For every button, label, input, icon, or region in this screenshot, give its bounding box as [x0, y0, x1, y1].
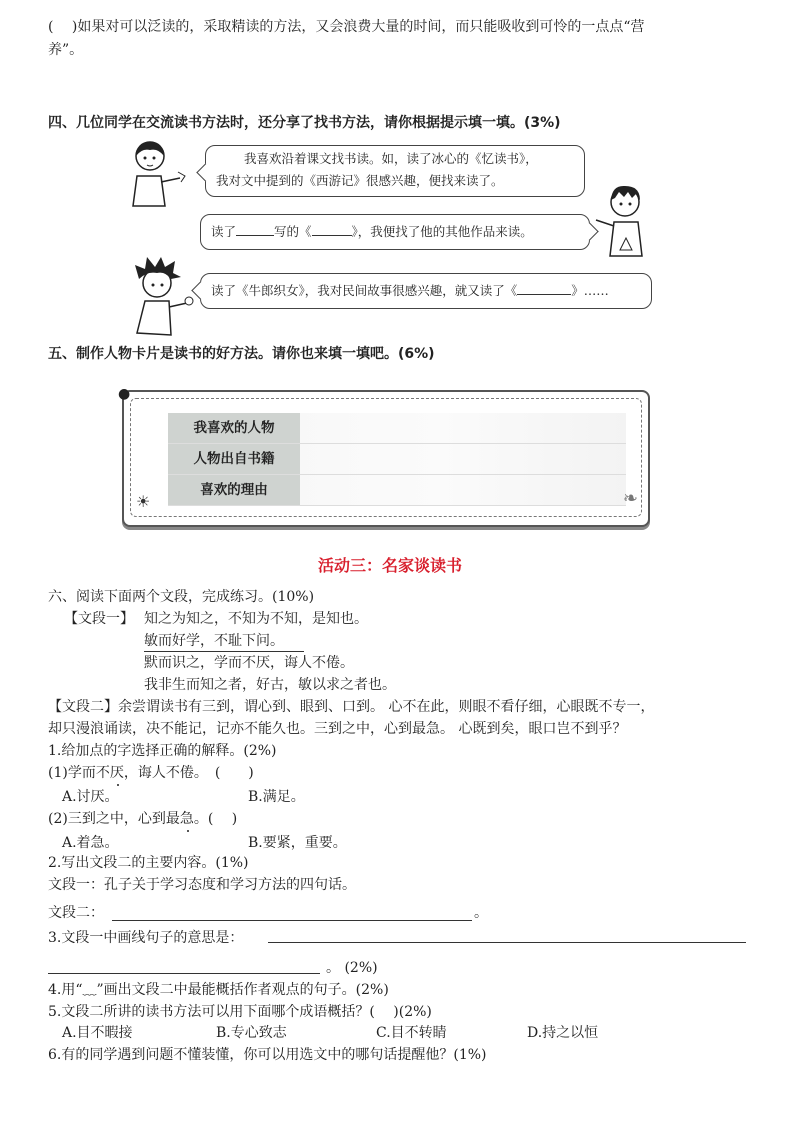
section5-title: 五、制作人物卡片是读书的好方法。请你也来填一填吧。(6%) [48, 346, 435, 362]
folk-story-blank[interactable] [517, 280, 571, 295]
dotted-char: 厌 [109, 765, 124, 781]
sun-icon: ☀ [136, 492, 151, 511]
question-4: 4.用“﹏”画出文段二中最能概括作者观点的句子。(2%) [48, 982, 389, 998]
bubble1-line1: 我喜欢沿着课文找书读。如，读了冰心的《忆读书》， [244, 151, 538, 166]
boy-spiky-hair-illustration [125, 255, 200, 340]
question-3: 3.文段一中画线句子的意思是： [48, 930, 244, 946]
character-card [118, 386, 650, 527]
card-row-favorite-character[interactable]: 我喜欢的人物 [168, 413, 626, 444]
question-3-end: 。 (2%) [326, 960, 378, 976]
speech-bubble-boy1: 读了 写的《 》，我便找了他的其他作品来读。 [200, 214, 590, 250]
option-5-a[interactable]: A.目不暇接 [62, 1025, 133, 1041]
question-1-1: (1)学而不厌，诲人不倦。 ( ) [48, 765, 254, 781]
section6-title: 六、阅读下面两个文段，完成练习。(10%) [48, 589, 315, 605]
option-5-c[interactable]: C.目不转睛 [376, 1025, 447, 1041]
question-6: 6.有的同学遇到问题不懂装懂，你可以用选文中的哪句话提醒他？(1%) [48, 1047, 487, 1063]
dotted-char: 急 [179, 811, 194, 827]
activity-title: 活动三：名家谈读书 [318, 556, 463, 575]
passage1-line-1: 知之为知之，不知为不知，是知也。 [144, 611, 368, 627]
question-2-end: 。 [474, 905, 488, 921]
passage1-line-4: 我非生而知之者，好古，敏以求之者也。 [144, 677, 396, 693]
passage2-line-1: 【文段二】余尝谓读书有三到，谓心到、眼到、口到。 心不在此，则眼不看仔细，心眼既不专一， [48, 699, 655, 715]
question-1: 1.给加点的字选择正确的解释。(2%) [48, 743, 277, 759]
option-1-1-b[interactable]: B.满足。 [248, 789, 305, 805]
question-2-passage1: 文段一：孔子关于学习态度和学习方法的四句话。 [48, 877, 356, 893]
answer-line-q2[interactable] [112, 920, 472, 921]
section4-title: 四、几位同学在交流读书方法时，还分享了找书方法，请你根据提示填一填。(3%) [48, 115, 561, 131]
passage1-line-2-underlined: 敏而好学，不耻下问。 [144, 631, 304, 652]
speech-bubble-boy2: 读了《牛郎织女》，我对民间故事很感兴趣，就又读了《 》…… [200, 273, 652, 309]
card-row-source-book[interactable]: 人物出自书籍 [168, 444, 626, 475]
option-1-2-b[interactable]: B.要紧，重要。 [248, 835, 347, 851]
author-blank[interactable] [236, 221, 274, 236]
book-title-blank[interactable] [312, 221, 352, 236]
leaf-icon: ❧ [622, 488, 638, 509]
passage1-line-3: 默而识之，学而不厌，诲人不倦。 [144, 655, 354, 671]
option-5-d[interactable]: D.持之以恒 [527, 1025, 599, 1041]
passage1-label: 【文段一】 [64, 611, 134, 627]
question-2-passage2-label: 文段二： [48, 905, 104, 921]
question-5: 5.文段二所讲的读书方法可以用下面哪个成语概括？( )(2%) [48, 1004, 432, 1020]
option-5-b[interactable]: B.专心致志 [216, 1025, 287, 1041]
answer-line-q3-a[interactable] [268, 942, 746, 943]
question-2: 2.写出文段二的主要内容。(1%) [48, 855, 249, 871]
answer-line-q3-b[interactable] [48, 973, 320, 974]
passage2-line-2: 却只漫浪诵读，决不能记，记亦不能久也。三到之中，心到最急。 心既到矣，眼口岂不到乎？ [48, 721, 627, 737]
intro-line-1: ( )如果对可以泛读的，采取精读的方法，又会浪费大量的时间，而只能吸收到可怜的一点点“营 [48, 19, 645, 35]
speech-bubble-girl [205, 145, 585, 197]
option-1-2-a[interactable]: A.着急。 [62, 835, 119, 851]
bubble1-line2: 我对文中提到的《西游记》很感兴趣，便找来读了。 [216, 173, 504, 188]
intro-line-2: 养”。 [48, 42, 84, 58]
bubble-tail [196, 163, 214, 181]
girl-character-illustration [125, 138, 195, 210]
option-1-1-a[interactable]: A.讨厌。 [62, 789, 119, 805]
question-1-2: (2)三到之中，心到最急。( ) [48, 811, 238, 827]
pin-icon: ● [118, 386, 131, 402]
card-row-reason[interactable]: 喜欢的理由 [168, 475, 626, 506]
boy-character-illustration [590, 180, 660, 260]
